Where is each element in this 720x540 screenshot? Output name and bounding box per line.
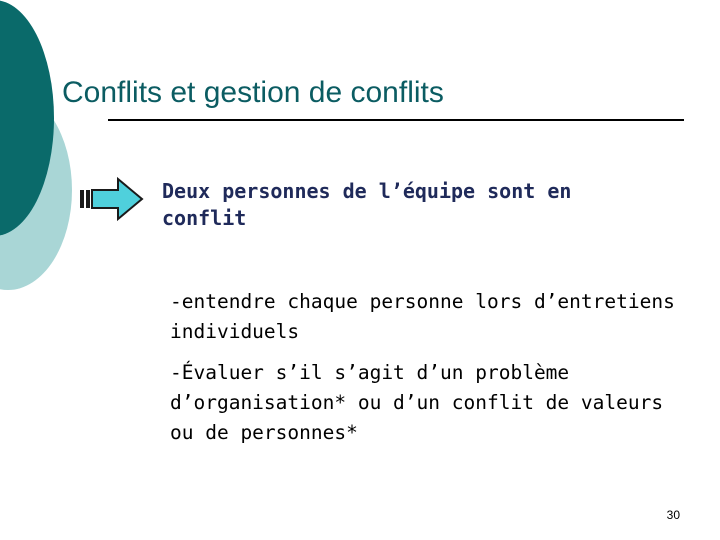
slide-title: Conflits et gestion de conflits (62, 76, 444, 109)
body-paragraph: -Évaluer s’il s’agit d’un problème d’organisation* ou d’un conflit de valeurs ou de personnes* (170, 361, 664, 444)
body-paragraph: -entendre chaque personne lors d’entretiens individuels (170, 290, 675, 343)
slide-heading: Deux personnes de l’équipe sont en conflit (162, 179, 572, 230)
right-arrow-icon (78, 176, 146, 222)
page-number: 30 (666, 508, 680, 522)
corner-decoration (0, 0, 90, 290)
title-underline (108, 119, 684, 121)
